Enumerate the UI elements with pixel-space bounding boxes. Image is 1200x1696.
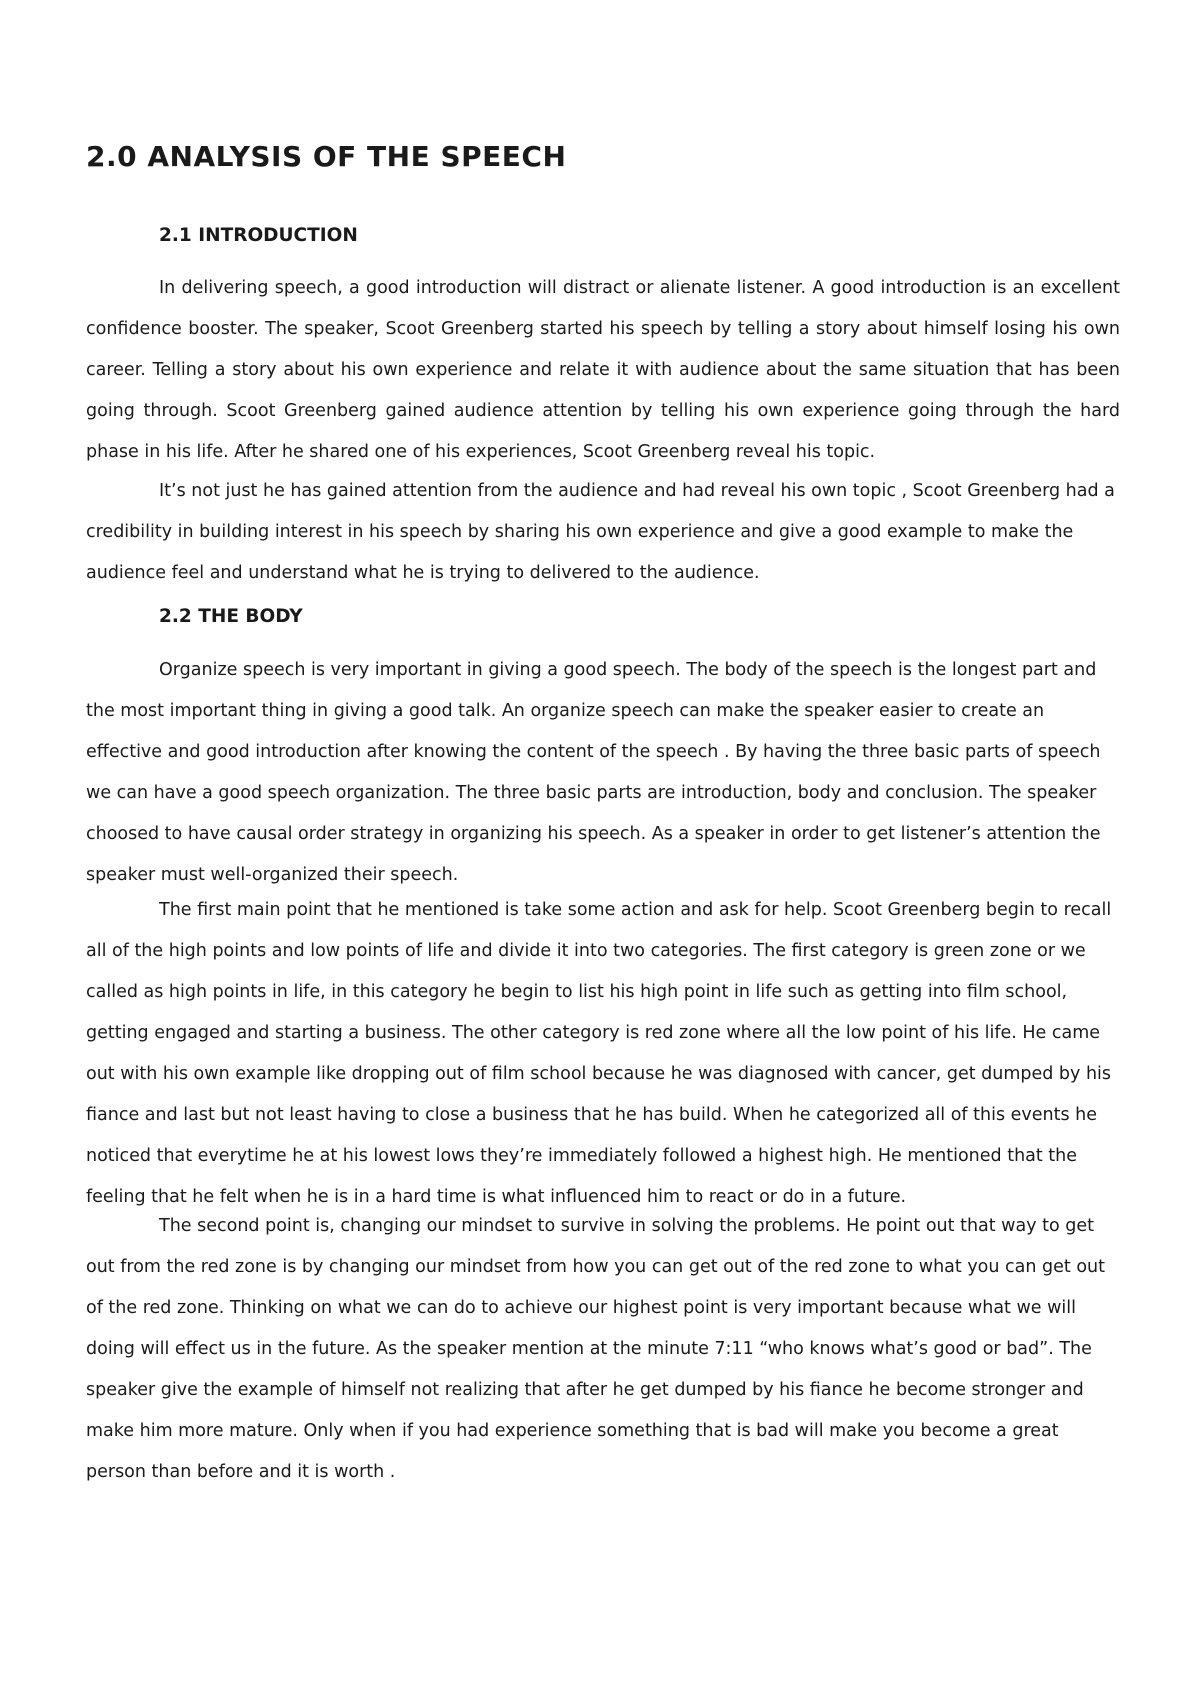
section-heading-body: 2.2 THE BODY xyxy=(159,606,303,627)
paragraph-body-3: The second point is, changing our mindset to survive in solving the problems. He point out that way to get out from the red zone is by changing our mindset from how you can get out of the red zone to what you can get out of the red zone. Thinking on what we can do to achieve our highest point is very important because what we will doing will effect us in the future. As the speaker mention at the minute 7:11 “who knows what’s good or bad”. The speaker give the example of himself not realizing that after he get dumped by his fiance he become stronger and make him more mature. Only when if you had experience something that is bad will make you become a great person than before and it is worth . xyxy=(86,1216,1105,1482)
page-title: 2.0 ANALYSIS OF THE SPEECH xyxy=(86,140,567,173)
paragraph-body-1: Organize speech is very important in giving a good speech. The body of the speech is the longest part and the most important thing in giving a good talk. An organize speech can make the speaker easier to create an effective and good introduction after knowing the content of the speech . By having the three basic parts of speech we can have a good speech organization. The three basic parts are introduction, body and conclusion. The speaker choosed to have causal order strategy in organizing his speech. As a speaker in order to get listener’s attention the speaker must well-organized their speech. xyxy=(86,660,1101,885)
paragraph-introduction-2: It’s not just he has gained attention from the audience and had reveal his own topic , Scoot Greenberg had a credibility in building interest in his speech by sharing his own experience and give a good example to make the audience feel and understand what he is trying to delivered to the audience. xyxy=(86,481,1115,583)
section-heading-introduction: 2.1 INTRODUCTION xyxy=(159,225,358,246)
paragraph-introduction-1: In delivering speech, a good introduction will distract or alienate listener. A good introduction is an excellent confidence booster. The speaker, Scoot Greenberg started his speech by telling a story about himself losing his own career. Telling a story about his own experience and relate it with audience about the same situation that has been going through. Scoot Greenberg gained audience attention by telling his own experience going through the hard phase in his life. After he shared one of his experiences, Scoot Greenberg reveal his topic. xyxy=(86,278,1120,462)
paragraph-body-2: The first main point that he mentioned is take some action and ask for help. Scoot Greenberg begin to recall all of the high points and low points of life and divide it into two categories. The first category is green zone or we called as high points in life, in this category he begin to list his high point in life such as getting into film school, getting engaged and starting a business. The other category is red zone where all the low point of his life. He came out with his own example like dropping out of film school because he was diagnosed with cancer, get dumped by his fiance and last but not least having to close a business that he has build. When he categorized all of this events he noticed that everytime he at his lowest lows they’re immediately followed a highest high. He mentioned that the feeling that he felt when he is in a hard time is what influenced him to react or do in a future. xyxy=(86,900,1112,1207)
